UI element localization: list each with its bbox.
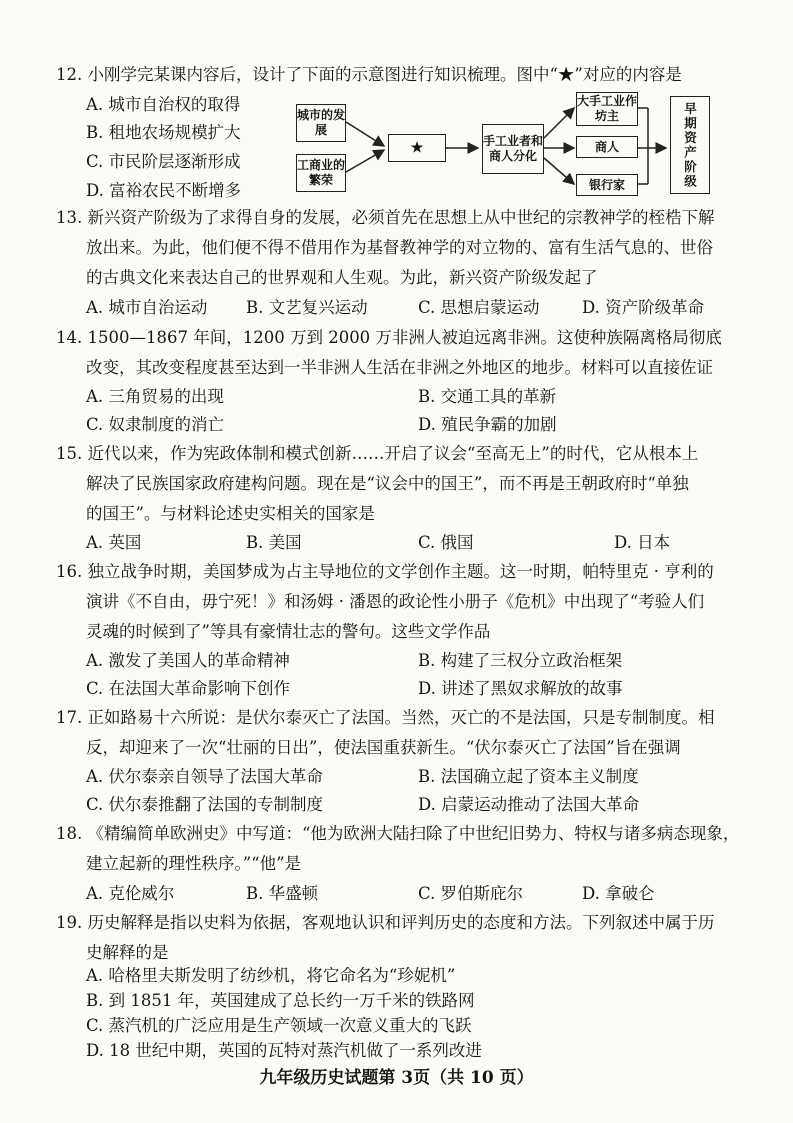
diagram-box-bourgeoisie: 早期资产阶级	[670, 96, 710, 194]
q19-option-a: A. 哈格里夫斯发明了纺纱机，将它命名为“珍妮机”	[86, 966, 456, 985]
diagram-box-merchant: 商人	[576, 136, 638, 158]
q17-option-b: B. 法国确立起了资本主义制度	[418, 767, 639, 786]
q19-option-d: D. 18 世纪中期，英国的瓦特对蒸汽机做了一系列改进	[86, 1041, 482, 1060]
q17-line-1: 17. 正如路易十六所说：是伏尔泰灭亡了法国。当然，灭亡的不是法国，只是专制制度。相	[56, 708, 715, 727]
q18-option-b: B. 华盛顿	[246, 884, 319, 903]
diagram-box-workshop-owner: 大手工业作坊主	[576, 92, 638, 126]
q14-line-2: 改变，其改变程度甚至达到一半非洲人生活在非洲之外地区的地步。材料可以直接佐证	[86, 358, 713, 377]
q12-option-c: C. 市民阶层逐渐形成	[86, 152, 241, 171]
q13-line-3: 的古典文化来表达自己的世界观和人生观。为此，新兴资产阶级发起了	[86, 268, 598, 287]
q18-option-a: A. 克伦威尔	[86, 884, 175, 903]
diagram-box-city: 城市的发展	[296, 104, 346, 142]
q16-option-a: A. 激发了美国人的革命精神	[86, 651, 290, 670]
q13-option-d: D. 资产阶级革命	[582, 298, 705, 317]
q16-option-c: C. 在法国大革命影响下创作	[86, 679, 291, 698]
q12-option-a: A. 城市自治权的取得	[86, 95, 241, 114]
q16-option-b: B. 构建了三权分立政治框架	[418, 651, 623, 670]
q14-option-c: C. 奴隶制度的消亡	[86, 415, 225, 434]
diagram-box-banker: 银行家	[576, 174, 638, 196]
q17-option-d: D. 启蒙运动推动了法国大革命	[418, 795, 640, 814]
page-footer: 九年级历史试题第 3页（共 10 页）	[259, 1068, 534, 1088]
q18-option-c: C. 罗伯斯庇尔	[418, 884, 524, 903]
q14-option-d: D. 殖民争霸的加剧	[418, 415, 557, 434]
q15-option-d: D. 日本	[614, 533, 671, 552]
q19-option-b: B. 到 1851 年，英国建成了总长约一万千米的铁路网	[86, 991, 475, 1010]
q15-option-a: A. 英国	[86, 533, 142, 552]
q15-option-b: B. 美国	[246, 533, 302, 552]
diagram-box-differentiation: 手工业者和商人分化	[482, 124, 544, 174]
q14-option-a: A. 三角贸易的出现	[86, 387, 224, 406]
q18-line-1: 18. 《精编简单欧洲史》中写道：“他为欧洲大陆扫除了中世纪旧势力、特权与诸多病态现象，	[56, 824, 740, 843]
q13-option-b: B. 文艺复兴运动	[246, 298, 368, 317]
q19-line-1: 19. 历史解释是指以史料为依据，客观地认识和评判历史的态度和方法。下列叙述中属于历	[56, 913, 715, 932]
diagram-box-star: ★	[388, 134, 446, 162]
q16-line-1: 16. 独立战争时期，美国梦成为占主导地位的文学创作主题。这一时期，帕特里克 · 亨利的	[56, 562, 714, 581]
q15-line-1: 15. 近代以来，作为宪政体制和模式创新……开启了议会“至高无上”的时代，它从根本上	[56, 444, 699, 463]
q19-line-2: 史解释的是	[86, 943, 169, 962]
q19-option-c: C. 蒸汽机的广泛应用是生产领域一次意义重大的飞跃	[86, 1016, 472, 1035]
q13-line-1: 13. 新兴资产阶级为了求得自身的发展，必须首先在思想上从中世纪的宗教神学的桎梏下解	[56, 208, 715, 227]
q14-option-b: B. 交通工具的革新	[418, 387, 557, 406]
q13-option-c: C. 思想启蒙运动	[418, 298, 540, 317]
q17-option-a: A. 伏尔泰亲自领导了法国大革命	[86, 767, 323, 786]
q12-stem: 12. 小刚学完某课内容后，设计了下面的示意图进行知识梳理。图中“★”对应的内容是	[56, 65, 682, 84]
q12-option-d: D. 富裕农民不断增多	[86, 181, 242, 200]
q14-line-1: 14. 1500—1867 年间，1200 万到 2000 万非洲人被迫远离非洲。这使种族隔离格局彻底	[56, 328, 722, 347]
q12-option-b: B. 租地农场规模扩大	[86, 123, 241, 142]
q15-line-3: 的国王”。与材料论述史实相关的国家是	[86, 504, 375, 523]
q15-option-c: C. 俄国	[418, 533, 474, 552]
q13-line-2: 放出来。为此，他们便不得不借用作为基督教神学的对立物的、富有生活气息的、世俗	[86, 238, 713, 257]
q16-line-2: 演讲《不自由，毋宁死！》和汤姆 · 潘恩的政论性小册子《危机》中出现了“考验人们	[86, 592, 705, 611]
q17-line-2: 反，却迎来了一次“壮丽的日出”，使法国重获新生。“伏尔泰灭亡了法国”旨在强调	[86, 738, 681, 757]
q17-option-c: C. 伏尔泰推翻了法国的专制制度	[86, 795, 324, 814]
q13-option-a: A. 城市自治运动	[86, 298, 208, 317]
q16-line-3: 灵魂的时候到了”等具有豪情壮志的警句。这些文学作品	[86, 622, 491, 641]
q15-line-2: 解决了民族国家政府建构问题。现在是“议会中的国王”，而不再是王朝政府时“单独	[86, 474, 689, 493]
q18-option-d: D. 拿破仑	[582, 884, 655, 903]
diagram-box-commerce: 工商业的繁荣	[296, 154, 346, 192]
q18-line-2: 建立起新的理性秩序。”“他”是	[86, 854, 302, 873]
q16-option-d: D. 讲述了黑奴求解放的故事	[418, 679, 623, 698]
